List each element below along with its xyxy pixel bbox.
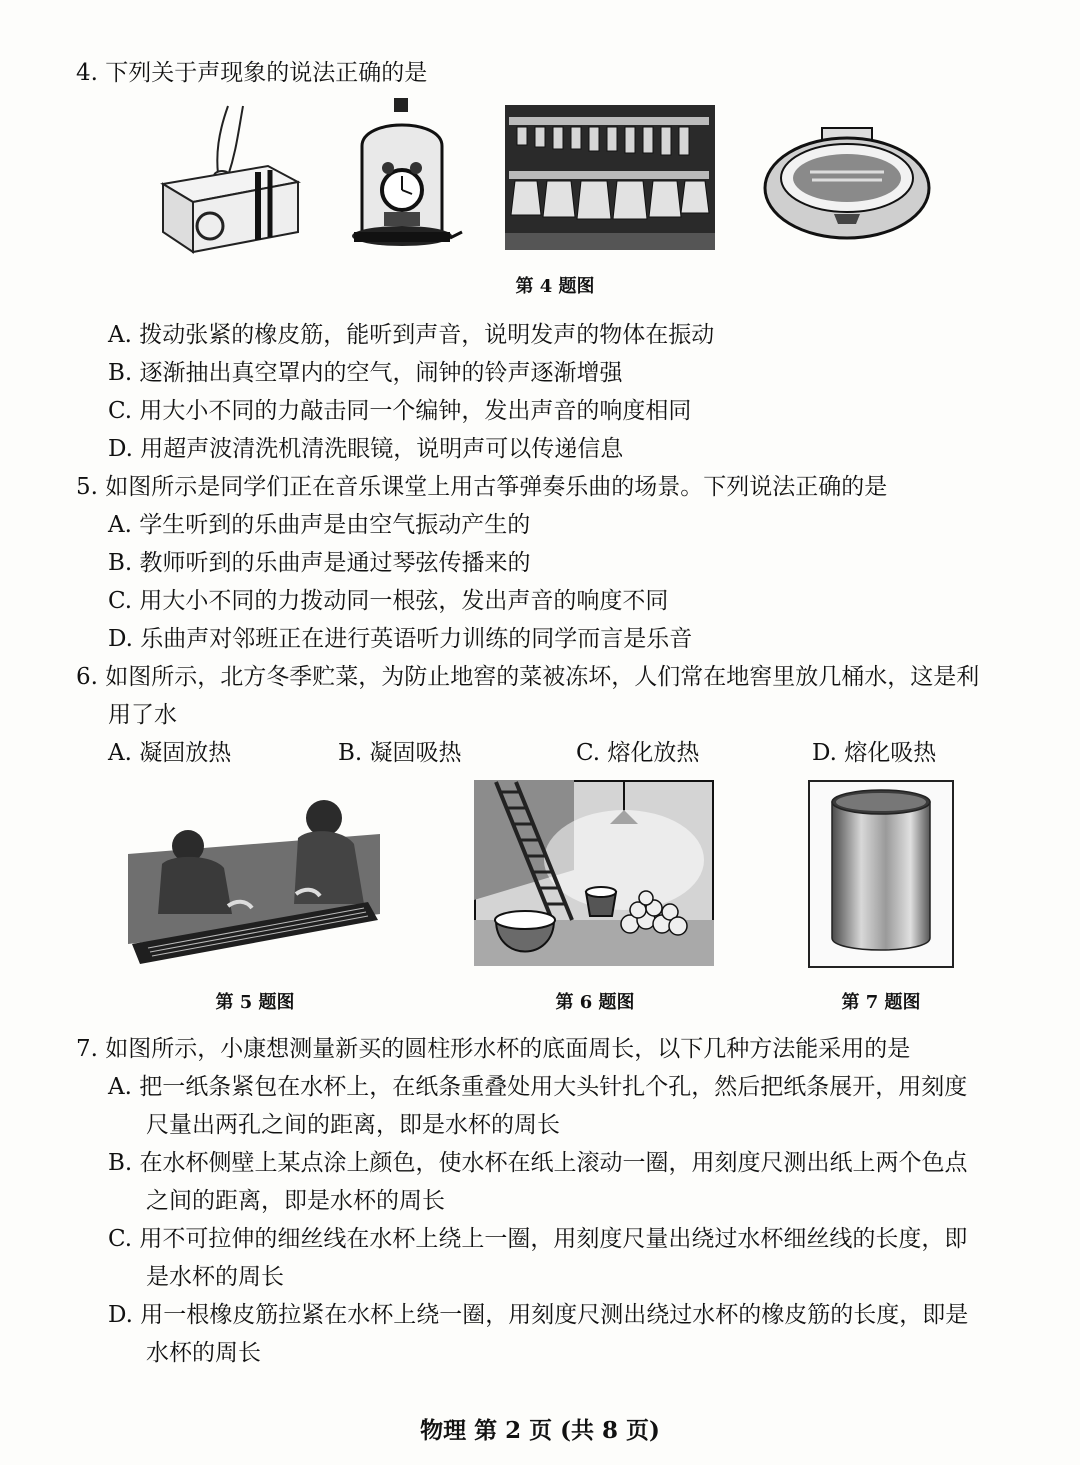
ultrasonic-cleaner-figure [762, 126, 932, 242]
q7-stem: 7. 如图所示，小康想测量新买的圆柱形水杯的底面周长，以下几种方法能采用的是 [76, 1036, 911, 1062]
q6-option-d: D. 熔化吸热 [812, 740, 937, 766]
page-footer: 物理 第 2 页 (共 8 页) [420, 1417, 660, 1444]
q7-option-b-line2: 之间的距离，即是水杯的周长 [146, 1188, 445, 1214]
q5-option-a: A. 学生听到的乐曲声是由空气振动产生的 [108, 512, 531, 538]
q7-option-c-line2: 是水杯的周长 [146, 1264, 284, 1290]
q4-option-d: D. 用超声波清洗机清洗眼镜，说明声可以传递信息 [108, 436, 624, 462]
q4-option-b: B. 逐渐抽出真空罩内的空气，闹钟的铃声逐渐增强 [108, 360, 623, 386]
q6-option-a: A. 凝固放热 [108, 740, 232, 766]
guzheng-class-figure [128, 794, 380, 966]
chime-bells-figure [505, 105, 715, 250]
figure-7-caption: 第 7 题图 [841, 992, 921, 1013]
bell-jar-clock-figure [344, 98, 464, 250]
q4-option-a: A. 拨动张紧的橡皮筋，能听到声音，说明发声的物体在振动 [108, 322, 715, 348]
q6-stem-line1: 6. 如图所示，北方冬季贮菜，为防止地窖的菜被冻坏，人们常在地窖里放几桶水，这是利 [76, 664, 980, 690]
rubber-band-box-figure [158, 104, 303, 254]
q5-option-b: B. 教师听到的乐曲声是通过琴弦传播来的 [108, 550, 531, 576]
q7-option-c-line1: C. 用不可拉伸的细丝线在水杯上绕上一圈，用刻度尺量出绕过水杯细丝线的长度，即 [108, 1226, 968, 1252]
q5-stem: 5. 如图所示是同学们正在音乐课堂上用古筝弹奏乐曲的场景。下列说法正确的是 [76, 474, 888, 500]
q4-option-c: C. 用大小不同的力敲击同一个编钟，发出声音的响度相同 [108, 398, 692, 424]
q7-option-a-line2: 尺量出两孔之间的距离，即是水杯的周长 [146, 1112, 560, 1138]
figure-6-caption: 第 6 题图 [555, 992, 635, 1013]
cellar-figure [474, 780, 714, 966]
q7-option-b-line1: B. 在水杯侧壁上某点涂上颜色，使水杯在纸上滚动一圈，用刻度尺测出纸上两个色点 [108, 1150, 968, 1176]
q6-option-c: C. 熔化放热 [576, 740, 700, 766]
q7-option-d-line1: D. 用一根橡皮筋拉紧在水杯上绕一圈，用刻度尺测出绕过水杯的橡皮筋的长度，即是 [108, 1302, 969, 1328]
figure-5-caption: 第 5 题图 [215, 992, 295, 1013]
figure-4-caption: 第 4 题图 [515, 276, 595, 297]
q7-option-d-line2: 水杯的周长 [146, 1340, 261, 1366]
q7-option-a-line1: A. 把一纸条紧包在水杯上，在纸条重叠处用大头针扎个孔，然后把纸条展开，用刻度 [108, 1074, 968, 1100]
q5-option-c: C. 用大小不同的力拨动同一根弦，发出声音的响度不同 [108, 588, 669, 614]
q6-option-b: B. 凝固吸热 [338, 740, 462, 766]
cylindrical-cup-figure [808, 780, 954, 968]
q5-option-d: D. 乐曲声对邻班正在进行英语听力训练的同学而言是乐音 [108, 626, 693, 652]
q4-stem: 4. 下列关于声现象的说法正确的是 [76, 60, 428, 86]
q6-stem-line2: 用了水 [108, 702, 177, 728]
